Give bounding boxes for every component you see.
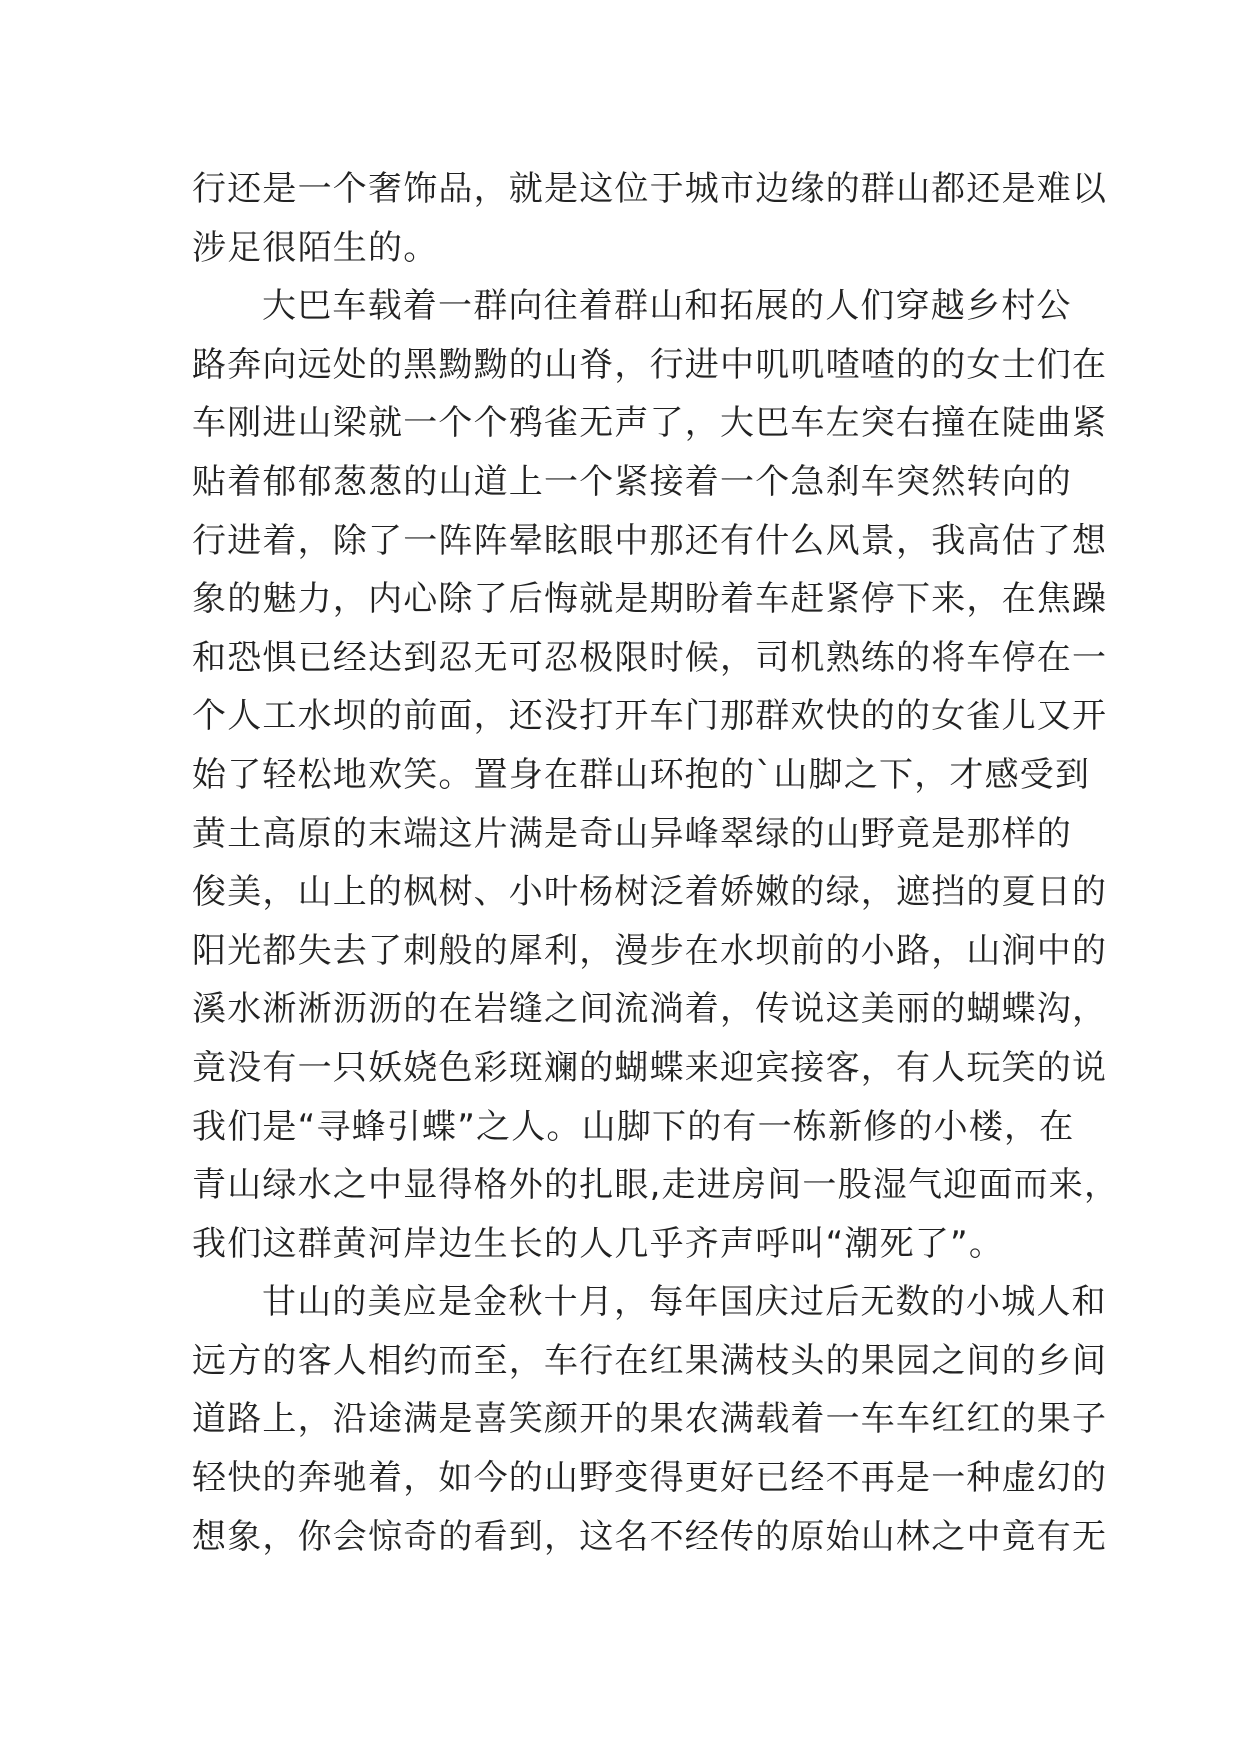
text-line: 贴着郁郁葱葱的山道上一个紧接着一个急刹车突然转向的: [192, 461, 1072, 502]
text-line: 远方的客人相约而至，车行在红果满枝头的果园之间的乡间: [192, 1340, 1108, 1381]
paragraph-start-line: 大巴车载着一群向往着群山和拓展的人们穿越乡村公: [262, 286, 1072, 327]
text-line: 行进着，除了一阵阵晕眩眼中那还有什么风景，我高估了想: [192, 520, 1108, 561]
text-line: 涉足很陌生的。: [192, 227, 439, 268]
text-line: 想象，你会惊奇的看到，这名不经传的原始山林之中竟有无: [192, 1516, 1108, 1557]
text-line: 溪水淅淅沥沥的在岩缝之间流淌着，传说这美丽的蝴蝶沟，: [192, 989, 1108, 1030]
text-line: 青山绿水之中显得格外的扎眼,走进房间一股湿气迎面而来，: [192, 1165, 1120, 1206]
paragraph-start-line: 甘山的美应是金秋十月，每年国庆过后无数的小城人和: [262, 1282, 1107, 1323]
text-line: 和恐惧已经达到忍无可忍极限时候，司机熟练的将车停在一: [192, 637, 1108, 678]
text-line: 路奔向远处的黑黝黝的山脊，行进中叽叽喳喳的的女士们在: [192, 344, 1108, 385]
text-line: 我们是“寻蜂引蝶”之人。山脚下的有一栋新修的小楼，在: [192, 1106, 1075, 1147]
text-line: 车刚进山梁就一个个鸦雀无声了，大巴车左突右撞在陡曲紧: [192, 403, 1108, 444]
text-line: 始了轻松地欢笑。置身在群山环抱的`山脚之下，才感受到: [192, 754, 1091, 795]
text-line: 竟没有一只妖娆色彩斑斓的蝴蝶来迎宾接客，有人玩笑的说: [192, 1047, 1108, 1088]
text-line: 俊美，山上的枫树、小叶杨树泛着娇嫩的绿，遮挡的夏日的: [192, 872, 1108, 913]
text-line: 阳光都失去了刺般的犀利，漫步在水坝前的小路，山涧中的: [192, 930, 1108, 971]
text-line: 象的魅力，内心除了后悔就是期盼着车赶紧停下来，在焦躁: [192, 579, 1108, 620]
text-line: 轻快的奔驰着，如今的山野变得更好已经不再是一种虚幻的: [192, 1458, 1108, 1499]
text-line: 我们这群黄河岸边生长的人几乎齐声呼叫“潮死了”。: [192, 1223, 1005, 1264]
body-text: [192, 160, 1120, 1566]
text-line: 道路上，沿途满是喜笑颜开的果农满载着一车车红红的果子: [192, 1399, 1108, 1440]
text-line: 个人工水坝的前面，还没打开车门那群欢快的的女雀儿又开: [192, 696, 1108, 737]
text-line: 黄土高原的末端这片满是奇山异峰翠绿的山野竟是那样的: [192, 813, 1072, 854]
text-line: 行还是一个奢饰品，就是这位于城市边缘的群山都还是难以: [192, 169, 1108, 209]
